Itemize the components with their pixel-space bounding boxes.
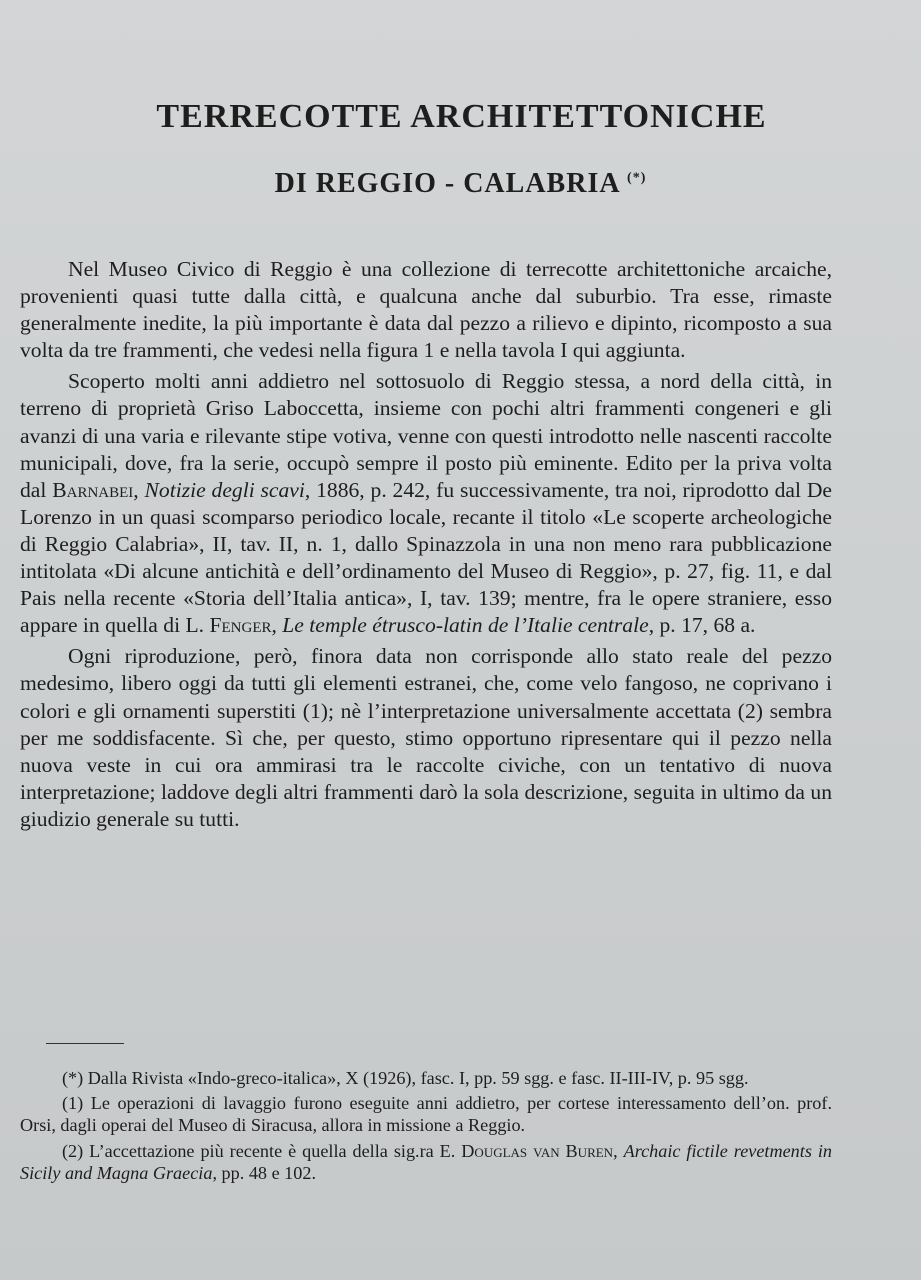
page-title: TERRECOTTE ARCHITETTONICHE [156, 98, 767, 135]
paragraph-2-text-end: , p. 17, 68 a. [648, 613, 756, 638]
body-text [20, 256, 832, 837]
footnote-2-end: , pp. 48 e 102. [212, 1162, 317, 1183]
paragraph-3: Ogni riproduzione, però, finora data non corrisponde allo stato reale del pezzo medesimo, libero oggi da tutti gli elementi estranei, che, come velo fangoso, ne coprivano i colori e gli ornamenti superstiti (1); nè l’interpretazione universalmente accettata (2) sembra per me soddisfacente. Sì che, per questo, stimo opportuno ripresentare qui il pezzo nella nuova veste in cui ora ammirasi tra le raccolte civiche, con un tentativo di nuova interpretazione; laddove degli altri frammenti darò la sola descrizione, seguita in ultimo da un giudizio generale su tutti. [20, 644, 832, 831]
comma: , [613, 1140, 618, 1161]
paragraph-2: Scoperto molti anni addietro nel sottosuolo di Reggio stessa, a nord della città, in terreno di proprietà Griso Laboccetta, insieme con pochi altri frammenti congeneri e gli avanzi di una varia e rilevante stipe votiva, venne con questi introdotto nelle nascenti raccolte municipali, dove, fra la serie, occupò sempre il posto più eminente. Edito per la priva volta dal Barnabei, Notizie degli scavi, 1886, p. 242, fu successivamente, tra noi, riprodotto dal De Lorenzo in un quasi scomparso periodico locale, recante il titolo «Le scoperte archeologiche di Reggio Calabria», II, tav. II, n. 1, dallo Spinazzola in una non meno rara pubblicazione intitolata «Di alcune antichità e dell’ordinamento del Museo di Reggio», p. 27, fig. 11, e dal Pais nella recente «Storia dell’Italia antica», I, tav. 139; mentre, fra le opere straniere, esso appare in quella di L. Fenger, Le temple étrusco-latin de l’Italie centrale, p. 17, 68 a. [20, 369, 833, 638]
footnotes [20, 1067, 832, 1187]
subtitle-text: DI REGGIO - CALABRIA [274, 168, 620, 199]
author-douglas-van-buren: Douglas van Buren [461, 1140, 614, 1161]
paragraph-2-text: Scoperto molti anni addietro nel sottosuolo di Reggio stessa, a nord della città, in terreno di proprietà Griso Laboccetta, insieme con pochi altri frammenti congeneri e gli avanzi di una varia e rilevante stipe votiva, venne con questi introdotto nelle nascenti raccolte municipali, dove, fra la serie, occupò sempre il posto più eminente. Edito per la priva volta dal [20, 369, 832, 502]
footnote-1: (1) Le operazioni di lavaggio furono eseguite anni addietro, per cortese interessamento dell’on. prof. Orsi, dagli operai del Museo di Siracusa, allora in missione a Reggio. [20, 1093, 832, 1136]
footnote-divider [46, 1043, 124, 1044]
footnote-mark: (*) [627, 170, 647, 186]
author-barnabei: Barnabei [52, 477, 134, 502]
author-fenger: Fenger [209, 613, 272, 638]
work-title-archaic: Archaic fictile revetments in Sicily and Magna Graecia [20, 1140, 832, 1183]
footnote-2-text: (2) L’accettazione più recente è quella della sig.ra E. [62, 1140, 456, 1161]
footnote-star: (*) Dalla Rivista «Indo-greco-italica», X (1926), fasc. I, pp. 59 sgg. e fasc. II-III-IV, p. 95 sgg. [62, 1068, 749, 1088]
paragraph-2-text-cont: , 1886, p. 242, fu successivamente, tra noi, riprodotto dal De Lorenzo in un quasi scomparso periodico locale, recante il titolo «Le scoperte archeologiche di Reggio Calabria», II, tav. II, n. 1, dallo Spinazzola in una non meno rara pubblicazione intitolata «Di alcune antichità e dell’ordinamento del Museo di Reggio», p. 27, fig. 11, e dal Pais nella recente «Storia dell’Italia antica», I, tav. 139; mentre, fra le opere straniere, esso appare in quella di L. [20, 477, 833, 638]
comma: , [133, 477, 139, 502]
page-subtitle [0, 168, 921, 200]
work-title-temple: Le temple étrusco-latin de l’Italie centrale [282, 613, 649, 638]
paragraph-1: Nel Museo Civico di Reggio è una collezione di terrecotte architettoniche arcaiche, provenienti quasi tutte dalla città, e qualcuna anche dal suburbio. Tra esse, rimaste generalmente inedite, la più importante è data dal pezzo a rilievo e dipinto, ricomposto a sua volta da tre frammenti, che vedesi nella figura 1 e nella tavola I qui aggiunta. [20, 257, 832, 363]
work-title-notizie: Notizie degli scavi [144, 477, 305, 502]
footnote-2 [20, 1140, 832, 1184]
